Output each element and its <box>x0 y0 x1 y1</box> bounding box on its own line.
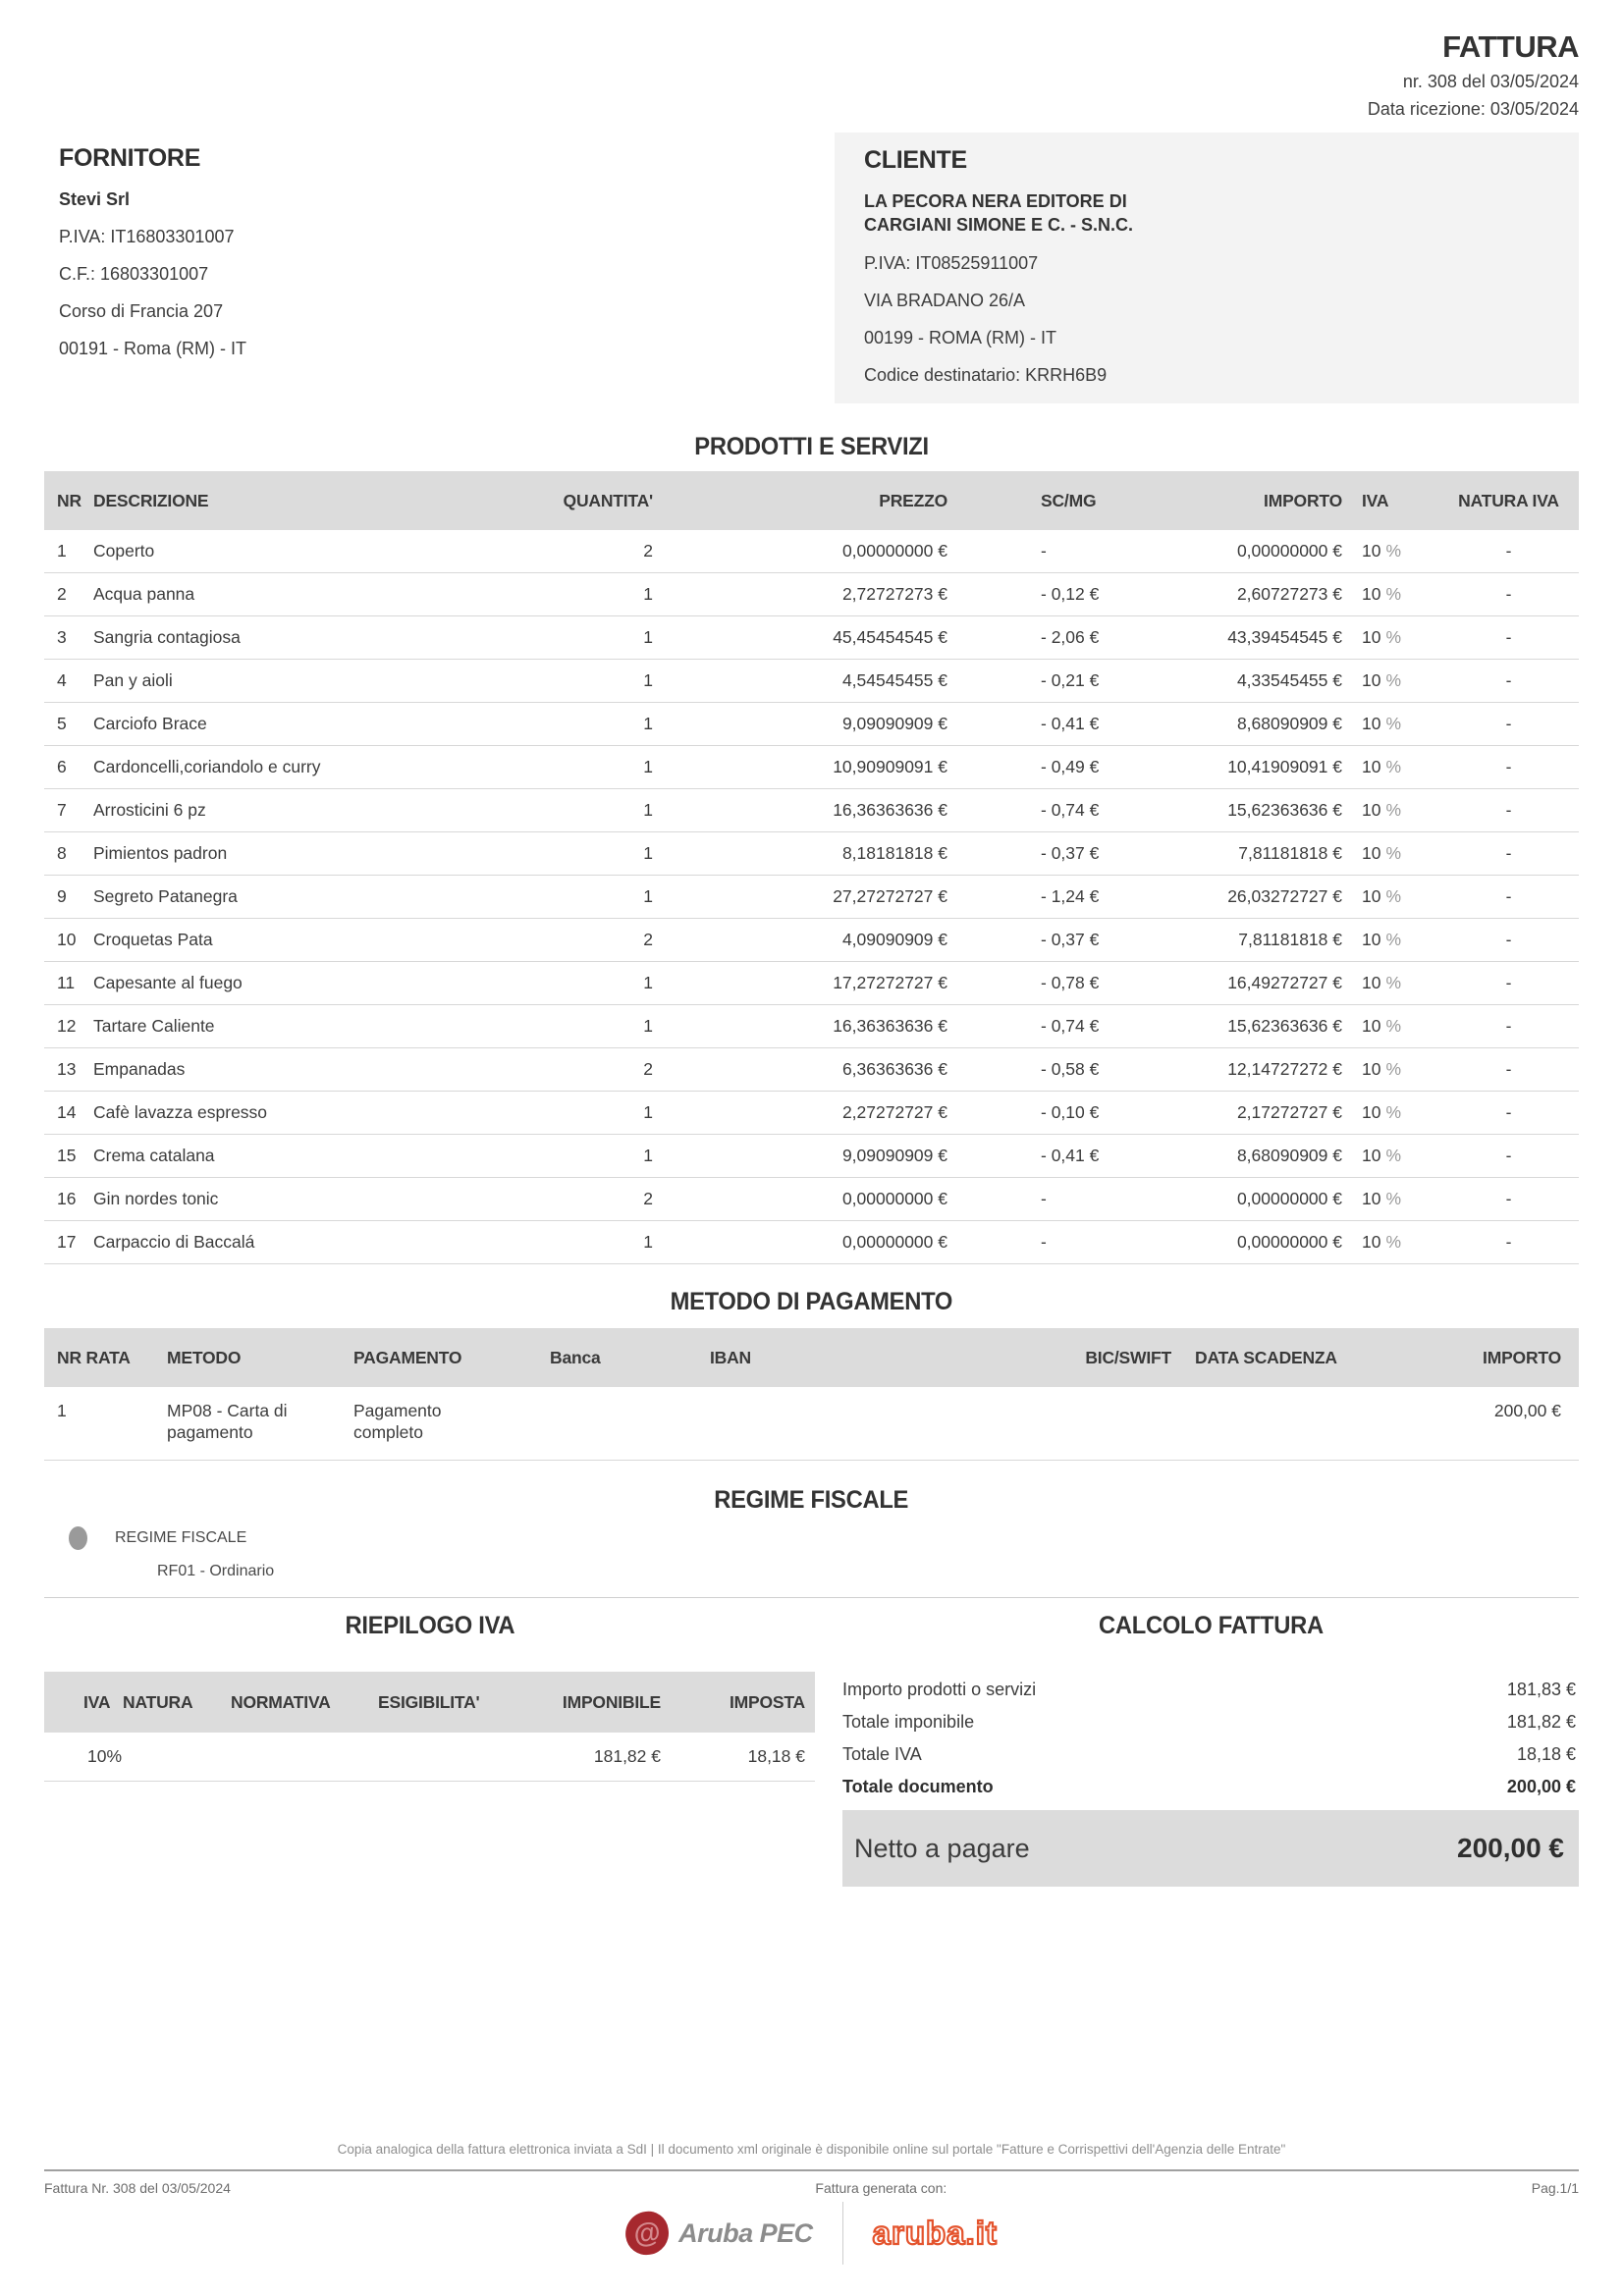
aruba-pec-seal-icon: @ <box>622 2209 672 2258</box>
total-line <box>842 1712 1579 1733</box>
product-vat-value: 10 <box>1362 800 1381 820</box>
product-nr: 4 <box>57 670 67 690</box>
footer-page-number: Pag.1/1 <box>1531 2180 1579 2196</box>
product-description: Empanadas <box>93 1059 186 1079</box>
product-price: 16,36363636 € <box>833 1016 947 1036</box>
supplier-name: Stevi Srl <box>59 189 131 209</box>
product-quantity: 2 <box>643 541 653 561</box>
product-amount: 26,03272727 € <box>1227 886 1342 906</box>
product-vat-rate <box>1355 757 1438 777</box>
table-row <box>44 962 1579 1005</box>
invoice-totals-lines <box>842 1680 1579 1797</box>
product-amount: 7,81181818 € <box>1238 843 1342 863</box>
product-amount: 8,68090909 € <box>1236 1146 1342 1165</box>
product-vat-value: 10 <box>1362 886 1381 906</box>
total-value: 200,00 € <box>1506 1777 1576 1796</box>
footer-divider <box>44 2169 1579 2171</box>
total-label: Totale documento <box>842 1777 994 1796</box>
payment-method: MP08 - Carta di pagamento <box>167 1401 288 1442</box>
vat-summary-header <box>44 1672 815 1733</box>
product-vat-rate <box>1355 1102 1438 1123</box>
product-quantity: 2 <box>643 1189 653 1208</box>
supplier-block <box>44 133 555 403</box>
product-quantity: 1 <box>643 973 653 992</box>
product-vat-value: 10 <box>1362 1189 1381 1208</box>
product-discount: - 1,24 € <box>1041 886 1100 906</box>
product-amount: 15,62363636 € <box>1227 1016 1342 1036</box>
table-row <box>44 1005 1579 1048</box>
product-nr: 16 <box>57 1189 77 1208</box>
product-description: Carpaccio di Baccalá <box>93 1232 255 1252</box>
product-amount: 15,62363636 € <box>1227 800 1342 820</box>
column-header-natura: NATURA <box>123 1691 193 1712</box>
product-vat-rate <box>1355 930 1438 950</box>
product-nr: 9 <box>57 886 67 906</box>
product-vat-rate <box>1355 627 1438 648</box>
supplier-fiscal-code: C.F.: 16803301007 <box>59 264 209 284</box>
product-price: 0,00000000 € <box>841 1189 947 1208</box>
total-line-document <box>842 1777 1579 1797</box>
product-discount: - 2,06 € <box>1041 627 1100 647</box>
product-vat-nature: - <box>1505 886 1512 906</box>
payment-table-header <box>44 1328 1579 1387</box>
product-quantity: 1 <box>643 584 653 604</box>
footer-logos <box>44 2202 1579 2265</box>
payment-installment-nr: 1 <box>57 1401 67 1420</box>
column-header-importo: IMPORTO <box>1483 1347 1561 1367</box>
product-description: Segreto Patanegra <box>93 886 238 906</box>
product-vat-value: 10 <box>1362 627 1381 647</box>
percent-symbol: % <box>1385 541 1402 561</box>
table-row <box>44 1135 1579 1178</box>
product-nr: 3 <box>57 627 67 647</box>
table-row <box>44 1048 1579 1092</box>
column-header-nr: NR <box>57 490 81 510</box>
column-header-iban: IBAN <box>710 1347 751 1367</box>
product-vat-value: 10 <box>1362 541 1381 561</box>
product-vat-value: 10 <box>1362 1102 1381 1122</box>
product-quantity: 1 <box>643 1146 653 1165</box>
customer-address: VIA BRADANO 26/A <box>864 291 1026 310</box>
product-quantity: 1 <box>643 1102 653 1122</box>
product-vat-rate <box>1355 886 1438 907</box>
total-label: Totale imponibile <box>842 1712 975 1732</box>
product-quantity: 1 <box>643 670 653 690</box>
column-header-metodo: METODO <box>167 1347 242 1367</box>
column-header-iva: IVA <box>1362 490 1389 510</box>
total-value: 18,18 € <box>1516 1744 1576 1764</box>
product-vat-value: 10 <box>1362 584 1381 604</box>
column-header-importo: IMPORTO <box>1264 490 1342 510</box>
percent-symbol: % <box>1385 670 1402 690</box>
product-vat-rate <box>1355 843 1438 864</box>
customer-name-line2: CARGIANI SIMONE E C. - S.N.C. <box>864 215 1134 235</box>
percent-symbol: % <box>1385 1232 1402 1252</box>
total-value: 181,82 € <box>1506 1712 1576 1732</box>
product-discount: - <box>1041 541 1047 561</box>
product-discount: - 0,41 € <box>1041 1146 1100 1165</box>
column-header-natura-iva: NATURA IVA <box>1458 490 1559 510</box>
product-vat-rate <box>1355 1059 1438 1080</box>
total-line <box>842 1744 1579 1765</box>
product-price: 27,27272727 € <box>833 886 947 906</box>
product-description: Sangria contagiosa <box>93 627 241 647</box>
product-quantity: 2 <box>643 930 653 949</box>
product-description: Acqua panna <box>93 584 195 604</box>
table-row <box>44 876 1579 919</box>
product-vat-rate <box>1355 584 1438 605</box>
product-discount: - 0,10 € <box>1041 1102 1100 1122</box>
aruba-pec-logo <box>625 2212 813 2255</box>
product-amount: 0,00000000 € <box>1236 1189 1342 1208</box>
payment-table <box>44 1328 1579 1461</box>
product-price: 8,18181818 € <box>841 843 947 863</box>
product-quantity: 1 <box>643 800 653 820</box>
product-vat-value: 10 <box>1362 930 1381 949</box>
table-row <box>44 573 1579 616</box>
product-price: 0,00000000 € <box>841 1232 947 1252</box>
total-label: Totale IVA <box>842 1744 922 1764</box>
product-discount: - 0,37 € <box>1041 843 1100 863</box>
logo-separator <box>842 2202 843 2265</box>
column-header-banca: Banca <box>550 1347 601 1367</box>
invoice-number-line: nr. 308 del 03/05/2024 <box>1402 72 1579 91</box>
product-price: 2,72727273 € <box>841 584 947 604</box>
product-discount: - 0,37 € <box>1041 930 1100 949</box>
payment-section-title: METODO DI PAGAMENTO <box>670 1288 953 1315</box>
product-nr: 8 <box>57 843 67 863</box>
customer-vat: P.IVA: IT08525911007 <box>864 253 1039 273</box>
product-amount: 43,39454545 € <box>1227 627 1342 647</box>
table-row <box>44 1221 1579 1264</box>
table-row <box>44 1178 1579 1221</box>
payment-row <box>44 1387 1579 1461</box>
product-price: 17,27272727 € <box>833 973 947 992</box>
product-quantity: 1 <box>643 714 653 733</box>
product-vat-value: 10 <box>1362 1232 1381 1252</box>
fiscal-regime-row <box>44 1526 1579 1550</box>
product-price: 10,90909091 € <box>833 757 947 776</box>
footer-disclaimer: Copia analogica della fattura elettronica inviata a SdI | Il documento xml originale è disponibile online sul portale "Fatture e Corrispettivi dell'Agenzia delle Entrate" <box>337 2142 1286 2157</box>
footer-generated-with: Fattura generata con: <box>815 2180 947 2196</box>
vat-summary-title: RIEPILOGO IVA <box>345 1612 514 1639</box>
product-vat-nature: - <box>1505 1232 1512 1252</box>
product-nr: 11 <box>57 973 76 992</box>
footer-invoice-ref: Fattura Nr. 308 del 03/05/2024 <box>44 2180 231 2196</box>
product-description: Carciofo Brace <box>93 714 207 733</box>
bullet-icon <box>69 1526 87 1550</box>
fiscal-regime-label: REGIME FISCALE <box>115 1529 247 1546</box>
product-vat-nature: - <box>1505 541 1512 561</box>
product-amount: 8,68090909 € <box>1236 714 1342 733</box>
product-vat-rate <box>1355 670 1438 691</box>
product-nr: 5 <box>57 714 67 733</box>
product-discount: - 0,12 € <box>1041 584 1100 604</box>
product-discount: - 0,74 € <box>1041 800 1100 820</box>
column-header-scmg: SC/MG <box>1041 490 1097 510</box>
product-description: Tartare Caliente <box>93 1016 215 1036</box>
product-vat-rate <box>1355 714 1438 734</box>
customer-name-line1: LA PECORA NERA EDITORE DI <box>864 191 1127 211</box>
product-amount: 12,14727272 € <box>1227 1059 1342 1079</box>
aruba-pec-logo-text: Aruba PEC <box>678 2217 813 2248</box>
product-quantity: 1 <box>643 627 653 647</box>
customer-city: 00199 - ROMA (RM) - IT <box>864 328 1057 347</box>
products-section-title: PRODOTTI E SERVIZI <box>694 433 929 460</box>
product-description: Pan y aioli <box>93 670 173 690</box>
product-price: 9,09090909 € <box>841 1146 947 1165</box>
vat-summary-block <box>44 1612 815 1782</box>
product-description: Crema catalana <box>93 1146 215 1165</box>
customer-block <box>835 133 1579 403</box>
vat-taxable: 181,82 € <box>593 1746 661 1766</box>
products-table-header <box>44 471 1579 530</box>
summary-section <box>44 1612 1579 1887</box>
product-amount: 0,00000000 € <box>1236 1232 1342 1252</box>
net-payable-band <box>842 1810 1579 1887</box>
product-price: 16,36363636 € <box>833 800 947 820</box>
product-quantity: 1 <box>643 886 653 906</box>
product-vat-rate <box>1355 1232 1438 1253</box>
product-vat-nature: - <box>1505 973 1512 992</box>
customer-destination-code: Codice destinatario: KRRH6B9 <box>864 365 1108 385</box>
percent-symbol: % <box>1385 1059 1402 1079</box>
product-nr: 13 <box>57 1059 77 1079</box>
customer-heading: CLIENTE <box>864 146 967 174</box>
product-quantity: 1 <box>643 1016 653 1036</box>
column-header-quantita: QUANTITA' <box>563 490 653 510</box>
product-amount: 2,17272727 € <box>1236 1102 1342 1122</box>
product-vat-nature: - <box>1505 1189 1512 1208</box>
table-row <box>44 703 1579 746</box>
product-amount: 2,60727273 € <box>1236 584 1342 604</box>
column-header-normativa: NORMATIVA <box>231 1691 331 1712</box>
product-vat-rate <box>1355 1016 1438 1037</box>
percent-symbol: % <box>1385 843 1402 863</box>
product-nr: 14 <box>57 1102 77 1122</box>
product-price: 2,27272727 € <box>841 1102 947 1122</box>
vat-rate: 10% <box>87 1746 123 1766</box>
product-vat-value: 10 <box>1362 714 1381 733</box>
product-amount: 7,81181818 € <box>1238 930 1342 949</box>
percent-symbol: % <box>1385 757 1402 776</box>
column-header-bic-swift: BIC/SWIFT <box>1085 1347 1171 1367</box>
product-vat-value: 10 <box>1362 1016 1381 1036</box>
total-line <box>842 1680 1579 1700</box>
product-price: 4,54545455 € <box>841 670 947 690</box>
product-description: Pimientos padron <box>93 843 228 863</box>
product-amount: 0,00000000 € <box>1236 541 1342 561</box>
column-header-iva: IVA <box>83 1691 111 1712</box>
product-description: Cafè lavazza espresso <box>93 1102 268 1122</box>
product-vat-nature: - <box>1505 670 1512 690</box>
table-row <box>44 789 1579 832</box>
total-label: Importo prodotti o servizi <box>842 1680 1037 1699</box>
page-title: FATTURA <box>1442 29 1579 64</box>
product-price: 45,45454545 € <box>833 627 947 647</box>
product-price: 0,00000000 € <box>841 541 947 561</box>
product-vat-rate <box>1355 973 1438 993</box>
product-vat-rate <box>1355 1146 1438 1166</box>
product-nr: 7 <box>57 800 67 820</box>
product-quantity: 1 <box>643 843 653 863</box>
product-vat-value: 10 <box>1362 757 1381 776</box>
fiscal-regime-section-title: REGIME FISCALE <box>714 1486 909 1514</box>
product-discount: - 0,49 € <box>1041 757 1100 776</box>
column-header-prezzo: PREZZO <box>879 490 947 510</box>
product-vat-value: 10 <box>1362 843 1381 863</box>
table-row <box>44 1092 1579 1135</box>
vat-tax: 18,18 € <box>747 1746 805 1766</box>
table-row <box>44 832 1579 876</box>
table-row <box>44 660 1579 703</box>
percent-symbol: % <box>1385 1102 1402 1122</box>
product-nr: 12 <box>57 1016 77 1036</box>
product-vat-nature: - <box>1505 1059 1512 1079</box>
product-vat-nature: - <box>1505 843 1512 863</box>
parties-section <box>44 133 1579 403</box>
table-row <box>44 616 1579 660</box>
product-description: Gin nordes tonic <box>93 1189 219 1208</box>
column-header-data-scadenza: DATA SCADENZA <box>1195 1347 1337 1367</box>
product-vat-value: 10 <box>1362 670 1381 690</box>
fiscal-regime-value: RF01 - Ordinario <box>157 1563 275 1579</box>
table-row <box>44 530 1579 573</box>
product-quantity: 2 <box>643 1059 653 1079</box>
product-price: 9,09090909 € <box>841 714 947 733</box>
product-vat-value: 10 <box>1362 1146 1381 1165</box>
product-discount: - 0,74 € <box>1041 1016 1100 1036</box>
product-nr: 10 <box>57 930 77 949</box>
product-discount: - 0,21 € <box>1041 670 1100 690</box>
product-vat-rate <box>1355 541 1438 561</box>
product-price: 6,36363636 € <box>841 1059 947 1079</box>
product-vat-nature: - <box>1505 627 1512 647</box>
product-discount: - 0,78 € <box>1041 973 1100 992</box>
product-description: Arrosticini 6 pz <box>93 800 206 820</box>
column-header-imponibile: IMPONIBILE <box>562 1691 661 1712</box>
column-header-imposta: IMPOSTA <box>729 1691 805 1712</box>
percent-symbol: % <box>1385 627 1402 647</box>
product-discount: - 0,41 € <box>1041 714 1100 733</box>
vat-summary-row <box>44 1733 815 1782</box>
product-description: Cardoncelli,coriandolo e curry <box>93 757 321 776</box>
product-vat-nature: - <box>1505 714 1512 733</box>
total-value: 181,83 € <box>1506 1680 1576 1699</box>
product-discount: - <box>1041 1189 1047 1208</box>
product-vat-rate <box>1355 800 1438 821</box>
column-header-nr-rata: NR RATA <box>57 1347 131 1367</box>
percent-symbol: % <box>1385 1189 1402 1208</box>
invoice-totals-block <box>842 1612 1579 1887</box>
table-row <box>44 746 1579 789</box>
product-vat-nature: - <box>1505 757 1512 776</box>
product-vat-nature: - <box>1505 800 1512 820</box>
product-description: Croquetas Pata <box>93 930 213 949</box>
product-nr: 2 <box>57 584 67 604</box>
product-description: Capesante al fuego <box>93 973 243 992</box>
product-nr: 6 <box>57 757 67 776</box>
product-discount: - <box>1041 1232 1047 1252</box>
document-header <box>44 0 1579 120</box>
product-quantity: 1 <box>643 1232 653 1252</box>
section-divider <box>44 1597 1579 1598</box>
supplier-address: Corso di Francia 207 <box>59 301 224 321</box>
percent-symbol: % <box>1385 930 1402 949</box>
product-vat-nature: - <box>1505 930 1512 949</box>
aruba-it-logo: aruba.it <box>872 2215 998 2251</box>
supplier-city: 00191 - Roma (RM) - IT <box>59 339 247 358</box>
supplier-vat: P.IVA: IT16803301007 <box>59 227 235 246</box>
product-vat-value: 10 <box>1362 973 1381 992</box>
column-header-descrizione: DESCRIZIONE <box>93 490 209 510</box>
payment-type: Pagamento completo <box>353 1401 442 1442</box>
product-price: 4,09090909 € <box>841 930 947 949</box>
table-row <box>44 919 1579 962</box>
product-amount: 4,33545455 € <box>1236 670 1342 690</box>
product-vat-value: 10 <box>1362 1059 1381 1079</box>
column-header-pagamento: PAGAMENTO <box>353 1347 462 1367</box>
product-amount: 10,41909091 € <box>1227 757 1342 776</box>
product-vat-rate <box>1355 1189 1438 1209</box>
percent-symbol: % <box>1385 1016 1402 1036</box>
payment-amount: 200,00 € <box>1493 1401 1561 1420</box>
product-vat-nature: - <box>1505 584 1512 604</box>
product-vat-nature: - <box>1505 1102 1512 1122</box>
page-footer <box>44 2142 1579 2265</box>
percent-symbol: % <box>1385 973 1402 992</box>
products-table <box>44 471 1579 1264</box>
product-amount: 16,49272727 € <box>1227 973 1342 992</box>
product-discount: - 0,58 € <box>1041 1059 1100 1079</box>
reception-date-line: Data ricezione: 03/05/2024 <box>1367 99 1579 119</box>
invoice-totals-title: CALCOLO FATTURA <box>1098 1612 1324 1639</box>
net-payable-label: Netto a pagare <box>854 1833 1030 1863</box>
percent-symbol: % <box>1385 1146 1402 1165</box>
column-header-esigibilita: ESIGIBILITA' <box>378 1691 480 1712</box>
product-quantity: 1 <box>643 757 653 776</box>
footer-info-row <box>44 2180 1579 2196</box>
net-payable-value: 200,00 € <box>1457 1833 1564 1863</box>
product-nr: 1 <box>57 541 67 561</box>
product-nr: 15 <box>57 1146 77 1165</box>
product-vat-nature: - <box>1505 1146 1512 1165</box>
product-description: Coperto <box>93 541 155 561</box>
percent-symbol: % <box>1385 714 1402 733</box>
product-vat-nature: - <box>1505 1016 1512 1036</box>
products-table-body <box>44 530 1579 1264</box>
percent-symbol: % <box>1385 584 1402 604</box>
supplier-heading: FORNITORE <box>59 144 201 172</box>
percent-symbol: % <box>1385 800 1402 820</box>
product-nr: 17 <box>57 1232 77 1252</box>
percent-symbol: % <box>1385 886 1402 906</box>
